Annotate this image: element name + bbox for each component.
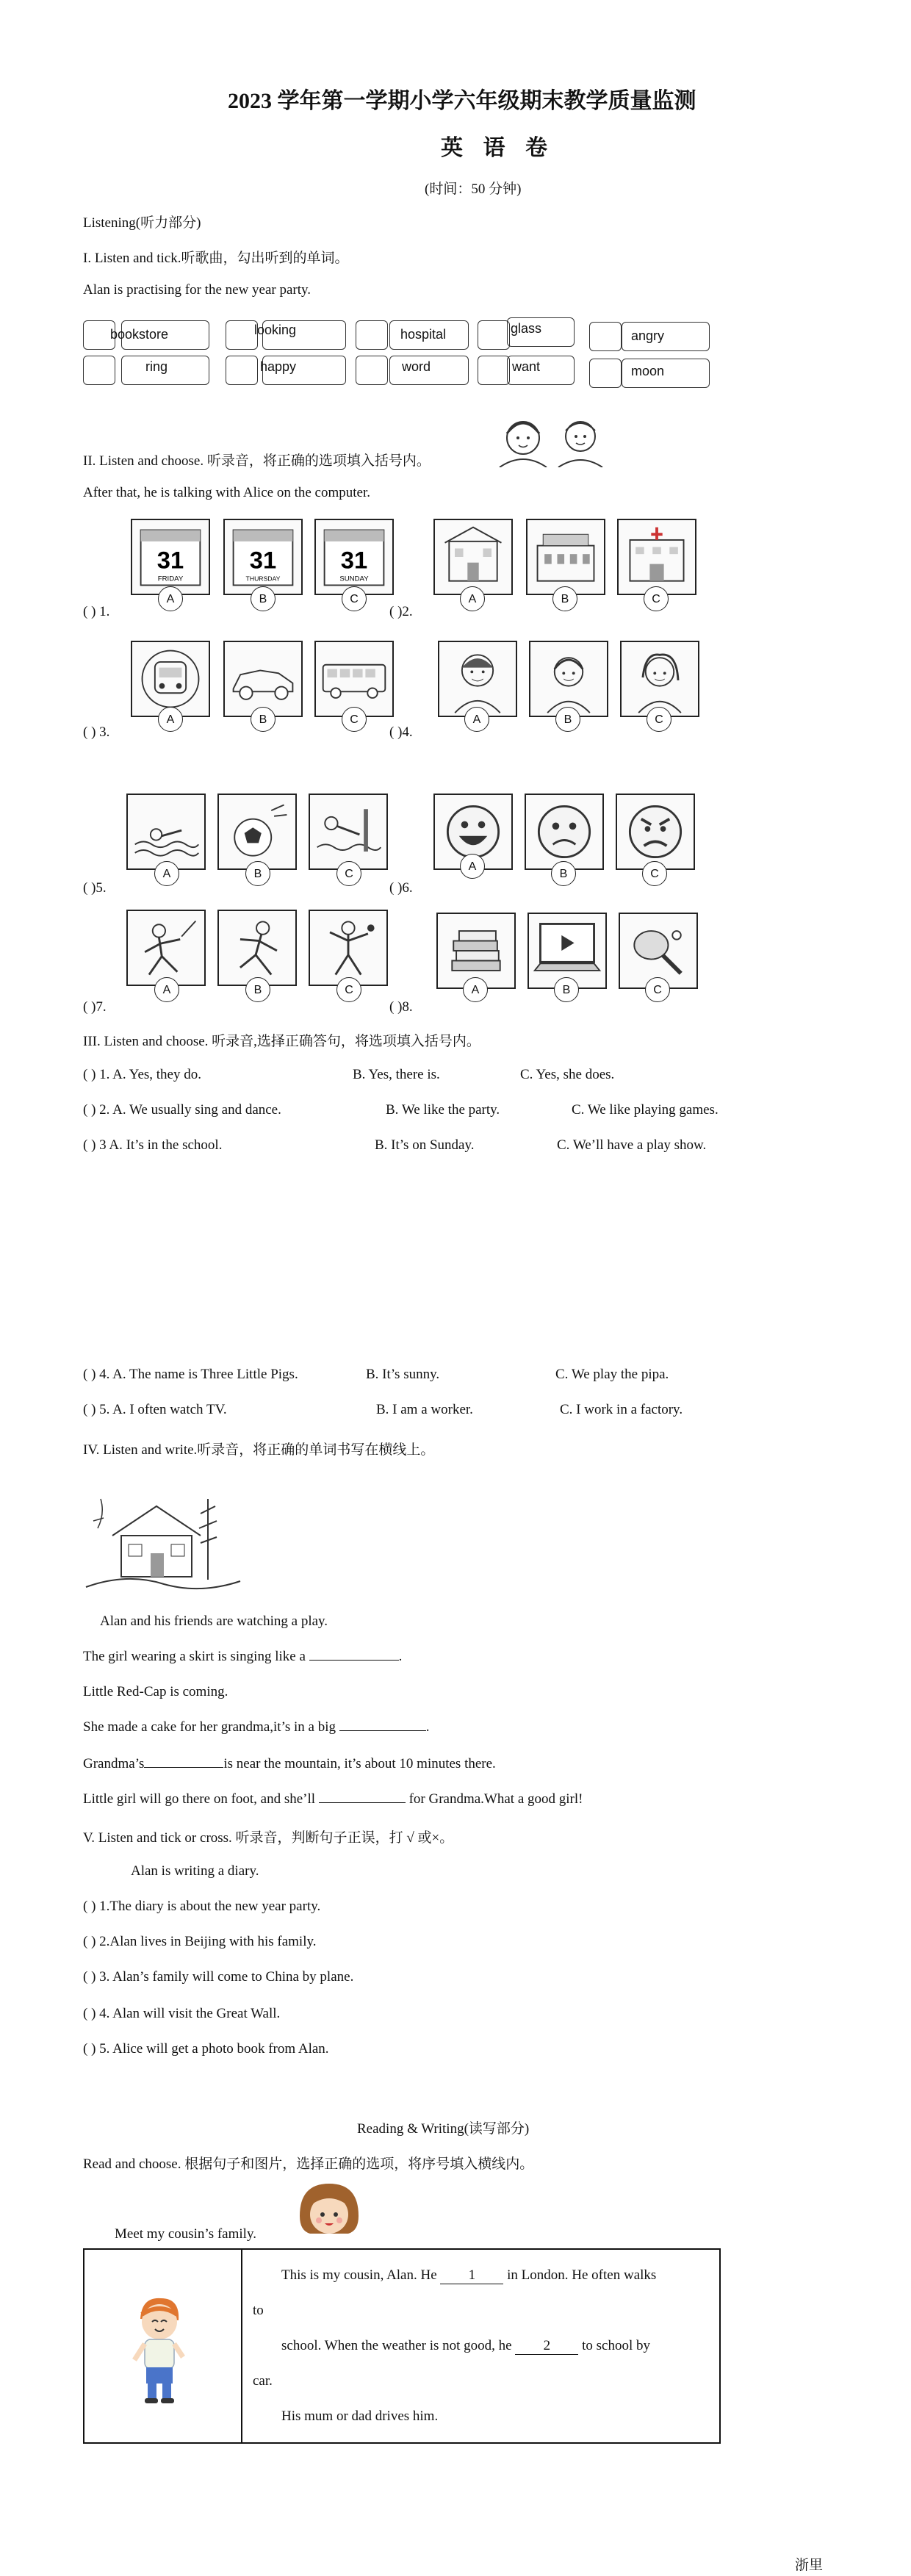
train-picture (131, 641, 210, 717)
cottage-illustration (83, 1484, 245, 1594)
option-a: A (158, 707, 183, 732)
part3-q5-b: B. I am a worker. (376, 1402, 473, 1417)
bus-picture (314, 641, 394, 717)
swimming-picture-c (309, 794, 388, 870)
tick-box[interactable] (356, 320, 388, 350)
sport-picture-b (217, 910, 297, 986)
tick-box[interactable] (478, 356, 510, 385)
part3-q2[interactable]: ( ) 2. A. We usually sing and dance. (83, 1102, 281, 1118)
option-b: B (251, 586, 276, 611)
option-b: B (251, 707, 276, 732)
part5-instruction: V. Listen and tick or cross. 听录音，判断句子正误，打 √ 或×。 (83, 1830, 454, 1846)
calendar-friday-picture (131, 519, 210, 595)
option-c: C (336, 977, 361, 1002)
option-a: A (460, 854, 485, 879)
option-b: B (245, 861, 270, 886)
part5-item-5[interactable]: ( ) 5. Alice will get a photo book from Alan. (83, 2041, 329, 2057)
question-2-label[interactable]: ( )2. (389, 604, 413, 619)
angry-face-picture (616, 794, 695, 870)
page-subtitle: 英 语 卷 (441, 136, 555, 160)
calendar-date-friday: 31 (156, 546, 184, 574)
part5-intro: Alan is writing a diary. (131, 1863, 259, 1879)
listening-heading: Listening(听力部分) (83, 215, 201, 231)
question-1-label[interactable]: ( ) 1. (83, 604, 110, 619)
passage-line-3: school. When the weather is not good, he 2 to school by (281, 2338, 650, 2353)
option-c: C (642, 861, 667, 886)
passage-blank-1[interactable]: 1 (440, 2267, 503, 2284)
option-a: A (460, 586, 485, 611)
part3-q1-b: B. Yes, there is. (353, 1067, 440, 1082)
word-box: looking (262, 320, 346, 350)
answer-blank[interactable] (144, 1767, 223, 1768)
part3-q3-c: C. We’ll have a play show. (557, 1137, 707, 1153)
part3-q4-b: B. It’s sunny. (366, 1367, 440, 1382)
part3-q3[interactable]: ( ) 3 A. It’s in the school. (83, 1137, 223, 1153)
calendar-sunday-picture (314, 519, 394, 595)
answer-blank[interactable] (309, 1660, 399, 1661)
part2-intro: After that, he is talking with Alice on the computer. (83, 485, 370, 500)
option-c: C (342, 707, 367, 732)
building-picture-a (433, 519, 513, 595)
option-b: B (552, 586, 577, 611)
answer-blank[interactable] (319, 1802, 406, 1803)
part3-instruction: III. Listen and choose. 听录音,选择正确答句，将选项填入括号内。 (83, 1034, 480, 1049)
reading-heading: Reading & Writing(读写部分) (357, 2121, 530, 2137)
tick-box[interactable] (226, 356, 258, 385)
word-box: happy (262, 356, 346, 385)
passage-line-5: His mum or dad drives him. (281, 2408, 439, 2424)
question-5-label[interactable]: ( )5. (83, 880, 107, 896)
option-a: A (463, 977, 488, 1002)
option-c: C (645, 977, 670, 1002)
answer-blank[interactable] (339, 1730, 426, 1731)
word-box: moon (622, 359, 710, 388)
boy-illustration (115, 2289, 204, 2407)
passage-line-1: This is my cousin, Alan. He 1 in London. He often walks (281, 2267, 657, 2283)
passage-line-2: to (253, 2303, 264, 2318)
part3-q3-b: B. It’s on Sunday. (375, 1137, 475, 1153)
part4-line-5: Little girl will go there on foot, and she’ll for Grandma.What a good girl! (83, 1791, 583, 1807)
part4-line-2: Little Red-Cap is coming. (83, 1684, 228, 1699)
sad-face-picture (525, 794, 604, 870)
sport-picture-c (309, 910, 388, 986)
part5-item-2[interactable]: ( ) 2.Alan lives in Beijing with his family. (83, 1934, 317, 1949)
swimming-picture (126, 794, 206, 870)
passage-blank-2[interactable]: 2 (515, 2338, 578, 2355)
part3-q4[interactable]: ( ) 4. A. The name is Three Little Pigs. (83, 1367, 298, 1382)
part4-line-4: Grandma’s is near the mountain, it’s about 10 minutes there. (83, 1756, 496, 1771)
footer-corner: 浙里 (795, 2558, 824, 2573)
part3-q2-c: C. We like playing games. (572, 1102, 719, 1118)
option-c: C (336, 861, 361, 886)
car-picture (223, 641, 303, 717)
calendar-date-sunday: 31 (340, 546, 368, 574)
time-limit: (时间：50 分钟) (425, 181, 522, 197)
question-8-label[interactable]: ( )8. (389, 999, 413, 1015)
tick-box[interactable] (226, 320, 258, 350)
part5-item-3[interactable]: ( ) 3. Alan’s family will come to China by plane. (83, 1969, 354, 1985)
word-box: hospital (389, 320, 469, 350)
word-box: ring (121, 356, 209, 385)
building-picture-c (617, 519, 696, 595)
part4-instruction: IV. Listen and write.听录音，将正确的单词书写在横线上。 (83, 1442, 435, 1458)
part4-line-0: Alan and his friends are watching a play. (100, 1613, 328, 1629)
calendar-thursday-picture (223, 519, 303, 595)
option-b: B (245, 977, 270, 1002)
word-box: word (389, 356, 469, 385)
option-a: A (154, 861, 179, 886)
part3-q1-c: C. Yes, she does. (520, 1067, 615, 1082)
reading-instruction: Read and choose. 根据句子和图片，选择正确的选项，将序号填入横线内。 (83, 2156, 534, 2172)
option-a: A (464, 707, 489, 732)
part3-q1[interactable]: ( ) 1. A. Yes, they do. (83, 1067, 201, 1082)
option-b: B (555, 707, 580, 732)
part3-q5-c: C. I work in a factory. (560, 1402, 683, 1417)
word-box: glass (507, 317, 575, 347)
part2-instruction: II. Listen and choose. 听录音，将正确的选项填入括号内。 (83, 453, 431, 469)
calendar-day-thursday: THURSDAY (245, 575, 281, 583)
football-picture (217, 794, 297, 870)
question-4-label[interactable]: ( )4. (389, 724, 413, 740)
page-title: 2023 学年第一学期小学六年级期末教学质量监测 (228, 89, 696, 113)
option-b: B (551, 861, 576, 886)
sport-picture-a (126, 910, 206, 986)
tick-box[interactable] (589, 359, 622, 388)
question-7-label[interactable]: ( )7. (83, 999, 107, 1015)
calendar-date-thursday: 31 (249, 546, 277, 574)
kids-illustration (485, 409, 617, 467)
part5-item-4[interactable]: ( ) 4. Alan will visit the Great Wall. (83, 2006, 281, 2021)
part1-instruction: I. Listen and tick.听歌曲，勾出听到的单词。 (83, 251, 349, 266)
question-6-label[interactable]: ( )6. (389, 880, 413, 896)
option-c: C (644, 586, 669, 611)
calendar-day-friday: FRIDAY (157, 575, 184, 583)
tick-box[interactable] (589, 322, 622, 351)
part4-line-3: She made a cake for her grandma,it’s in a big . (83, 1719, 430, 1735)
calendar-day-sunday: SUNDAY (339, 575, 369, 583)
building-picture-b (526, 519, 605, 595)
girl-illustration (285, 2179, 373, 2245)
question-3-label[interactable]: ( ) 3. (83, 724, 110, 740)
person-picture-a (438, 641, 517, 717)
option-a: A (154, 977, 179, 1002)
tick-box[interactable] (83, 356, 115, 385)
part4-line-1: The girl wearing a skirt is singing like a . (83, 1649, 403, 1664)
part3-q2-b: B. We like the party. (386, 1102, 500, 1118)
reading-intro: Meet my cousin’s family. (115, 2226, 256, 2242)
part1-intro: Alan is practising for the new year party. (83, 282, 312, 298)
tick-box[interactable] (356, 356, 388, 385)
word-box: angry (622, 322, 710, 351)
option-b: B (554, 977, 579, 1002)
word-box: bookstore (121, 320, 209, 350)
option-c: C (647, 707, 671, 732)
part3-q4-c: C. We play the pipa. (555, 1367, 669, 1382)
part3-q5[interactable]: ( ) 5. A. I often watch TV. (83, 1402, 227, 1417)
option-c: C (342, 586, 367, 611)
reading-table (83, 2248, 721, 2444)
part5-item-1[interactable]: ( ) 1.The diary is about the new year party. (83, 1899, 321, 1914)
tick-box[interactable] (478, 320, 510, 350)
person-picture-c (620, 641, 699, 717)
word-box: want (507, 356, 575, 385)
passage-line-4: car. (253, 2373, 273, 2389)
person-picture-b (529, 641, 608, 717)
table-divider (241, 2250, 242, 2442)
option-a: A (158, 586, 183, 611)
